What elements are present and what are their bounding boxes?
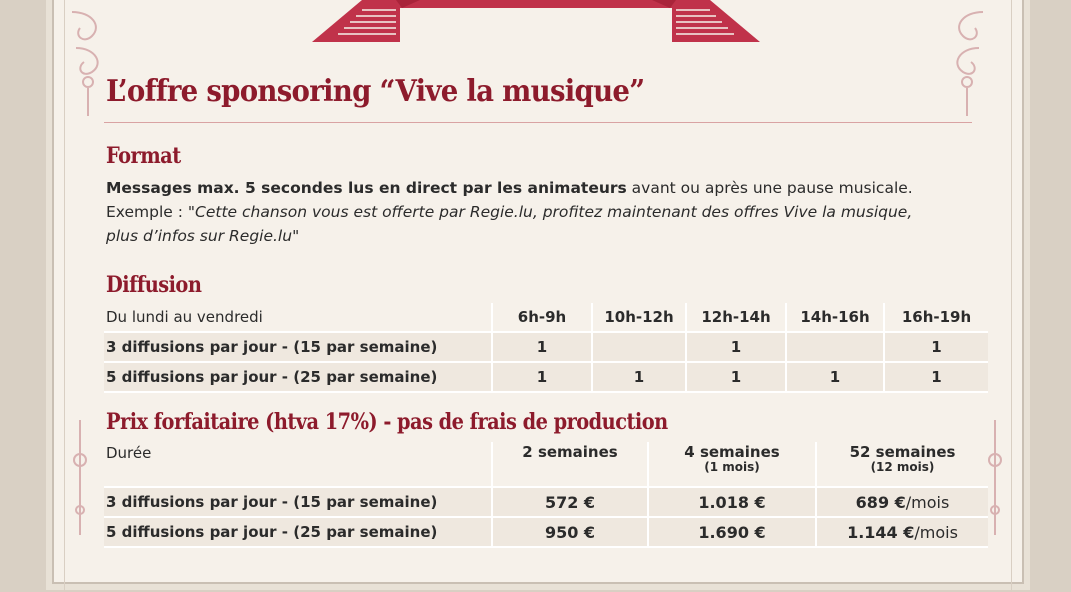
table-row — [104, 332, 988, 362]
format-line-2-prefix: Exemple : " — [106, 203, 196, 221]
diffusion-table — [104, 303, 988, 393]
prix-col-header — [816, 442, 988, 487]
prix-col-header-sub: (1 mois) — [704, 460, 760, 474]
price-suffix: /mois — [905, 492, 950, 512]
table-cell: 1 — [492, 332, 592, 362]
table-cell — [592, 332, 686, 362]
table-row — [104, 517, 988, 547]
diffusion-col-header: 16h-19h — [884, 303, 988, 332]
prix-header-row — [104, 442, 988, 487]
table-cell: 1 — [884, 362, 988, 392]
table-cell: 1 — [686, 332, 786, 362]
table-cell: 1 — [786, 362, 884, 392]
price-cell: 950 € — [492, 517, 648, 547]
prix-col-header-sub: (12 mois) — [870, 460, 935, 474]
prix-heading: Prix forfaitaire (htva 17%) - pas de frais de production — [106, 409, 668, 435]
prix-col-header — [492, 442, 648, 487]
format-example-text-end: plus d’infos sur Regie.lu — [106, 227, 293, 245]
format-line-3 — [106, 224, 299, 248]
prix-col-header-main: 4 semaines — [684, 443, 780, 461]
diffusion-col-header: 6h-9h — [492, 303, 592, 332]
format-line-1-rest: avant ou après une pause musicale. — [626, 179, 913, 197]
price-cell — [816, 517, 988, 547]
diffusion-heading: Diffusion — [106, 272, 202, 298]
diffusion-header-row — [104, 303, 988, 332]
table-cell: 1 — [884, 332, 988, 362]
row-label: 3 diffusions par jour - (15 par semaine) — [104, 332, 492, 362]
format-line-1-bold: Messages max. 5 secondes lus en direct par les animateurs — [106, 179, 627, 197]
diffusion-col-header: Du lundi au vendredi — [104, 303, 492, 332]
ribbon-banner — [0, 0, 1071, 50]
price-suffix: /mois — [914, 522, 958, 542]
table-row — [104, 362, 988, 392]
diffusion-col-header: 10h-12h — [592, 303, 686, 332]
table-cell — [786, 332, 884, 362]
table-cell: 1 — [492, 362, 592, 392]
side-ornament-left — [60, 420, 100, 535]
format-line-2 — [106, 200, 912, 224]
table-cell: 1 — [686, 362, 786, 392]
price-value: 689 € — [855, 492, 906, 512]
diffusion-col-header: 14h-16h — [786, 303, 884, 332]
format-line-1 — [106, 176, 913, 200]
price-value: 1.144 € — [847, 522, 915, 542]
prix-table — [104, 442, 988, 548]
diffusion-col-header: 12h-14h — [686, 303, 786, 332]
prix-col-header — [648, 442, 816, 487]
prix-col-header: Durée — [104, 442, 492, 487]
title-divider — [104, 122, 972, 123]
row-label: 3 diffusions par jour - (15 par semaine) — [104, 487, 492, 517]
price-cell — [816, 487, 988, 517]
table-row — [104, 487, 988, 517]
format-example-text: Cette chanson vous est offerte par Regie.lu, profitez maintenant des offres Vive la musique, — [195, 203, 913, 221]
corner-ornament-right — [935, 8, 993, 118]
price-cell: 572 € — [492, 487, 648, 517]
price-cell: 1.690 € — [648, 517, 816, 547]
prix-col-header-main: 52 semaines — [849, 443, 956, 461]
row-label: 5 diffusions par jour - (25 par semaine) — [104, 517, 492, 547]
prix-col-header-main: 2 semaines — [522, 443, 618, 461]
price-cell: 1.018 € — [648, 487, 816, 517]
format-heading: Format — [106, 143, 181, 169]
row-label: 5 diffusions par jour - (25 par semaine) — [104, 362, 492, 392]
table-cell: 1 — [592, 362, 686, 392]
format-line-3-suffix: " — [292, 227, 300, 245]
page-title: L’offre sponsoring “Vive la musique” — [106, 74, 645, 109]
